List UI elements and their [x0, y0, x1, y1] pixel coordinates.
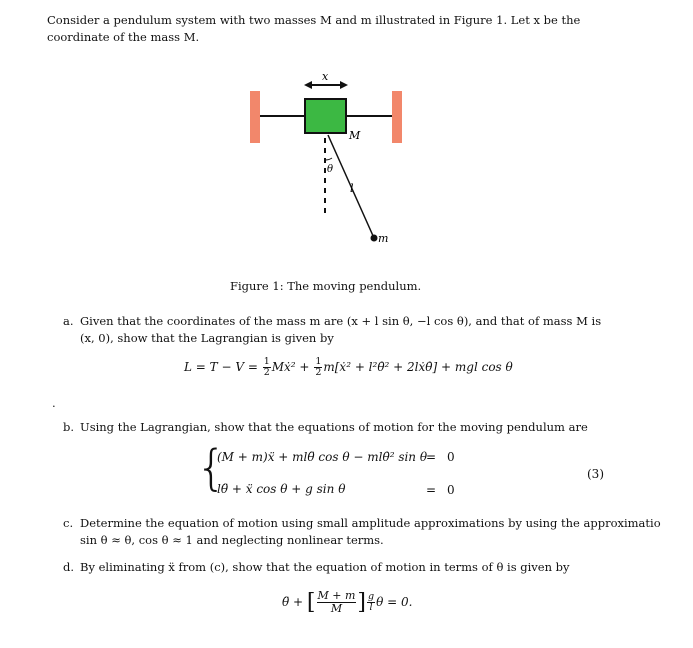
pendulum-diagram — [250, 68, 410, 248]
part-c-line-2: sin θ ≈ θ, cos θ ≈ 1 and neglecting nonlinear terms. — [80, 533, 384, 547]
final-eq-start: θ̈ + — [282, 595, 307, 609]
half-fraction-1-den: 2 — [263, 367, 270, 378]
intro-line-1: Consider a pendulum system with two masses M and m illustrated in Figure 1. Let x be the — [47, 13, 581, 27]
theta-arc — [325, 158, 332, 160]
part-a-marker: a. — [63, 314, 74, 328]
half-fraction-2-den: 2 — [315, 367, 322, 378]
part-d-line-1: By eliminating ẍ from (c), show that the equation of motion in terms of θ is given by — [80, 560, 570, 574]
half-fraction-2-num: 1 — [315, 356, 322, 367]
eq2-rhs: 0 — [447, 483, 455, 497]
figure-caption: Figure 1: The moving pendulum. — [230, 279, 422, 293]
part-d-marker: d. — [63, 560, 75, 574]
lagrangian-term-1: Mẋ² + — [271, 360, 314, 374]
eq1-equals: = — [426, 450, 437, 464]
g-over-l-fraction — [367, 592, 375, 613]
label-l: l — [350, 182, 354, 195]
part-b-marker: b. — [63, 420, 75, 434]
intro-line-2: coordinate of the mass M. — [47, 30, 200, 44]
equation-number: (3) — [587, 467, 604, 481]
stray-dot: . — [52, 396, 56, 410]
eq2-equals: = — [426, 483, 437, 497]
final-equation — [282, 590, 412, 615]
eq2-lhs: lθ̈ + ẍ cos θ + g sin θ — [217, 482, 346, 496]
x-arrow-right-head — [340, 81, 348, 89]
part-c-marker: c. — [63, 516, 74, 530]
eq1-lhs: (M + m)ẍ + mlθ̈ cos θ − mlθ̇² sin θ — [217, 450, 428, 464]
pendulum-figure — [250, 68, 410, 251]
part-a-line-1: Given that the coordinates of the mass m are (x + l sin θ, −l cos θ), and that of mass M is — [80, 314, 602, 328]
left-bracket: [ — [306, 590, 316, 615]
eq1-rhs: 0 — [447, 450, 455, 464]
lagrangian-lhs: L = T − V = — [184, 360, 262, 374]
mass-ratio-den: M — [330, 602, 343, 615]
mass-ratio-fraction — [317, 590, 357, 615]
left-wall — [250, 91, 260, 143]
right-wall — [392, 91, 402, 143]
half-fraction-1 — [263, 357, 271, 378]
mass-M-block — [305, 99, 346, 133]
half-fraction-1-num: 1 — [263, 356, 270, 367]
half-fraction-2 — [314, 357, 322, 378]
part-a-line-2: (x, 0), show that the Lagrangian is given by — [80, 331, 334, 345]
right-bracket: ] — [357, 590, 367, 615]
lagrangian-equation — [184, 357, 513, 378]
label-m: m — [378, 232, 389, 245]
part-b-line-1: Using the Lagrangian, show that the equations of motion for the moving pendulum are — [80, 420, 588, 434]
final-eq-end: θ = 0. — [376, 595, 413, 609]
lagrangian-term-2: m[ẋ² + l²θ̇² + 2lẋθ̇] + mgl cos θ — [323, 360, 513, 374]
label-theta: θ — [327, 164, 334, 175]
g-over-l-den: l — [369, 602, 373, 613]
label-x: x — [322, 70, 329, 83]
label-M: M — [349, 129, 361, 142]
g-over-l-num: g — [368, 591, 375, 602]
system-brace: { — [196, 440, 227, 496]
part-c-line-1: Determine the equation of motion using small amplitude approximations by using the approximatio — [80, 516, 661, 530]
mass-ratio-num: M + m — [317, 589, 356, 602]
mass-m-bob — [371, 235, 378, 242]
x-arrow-left-head — [304, 81, 312, 89]
